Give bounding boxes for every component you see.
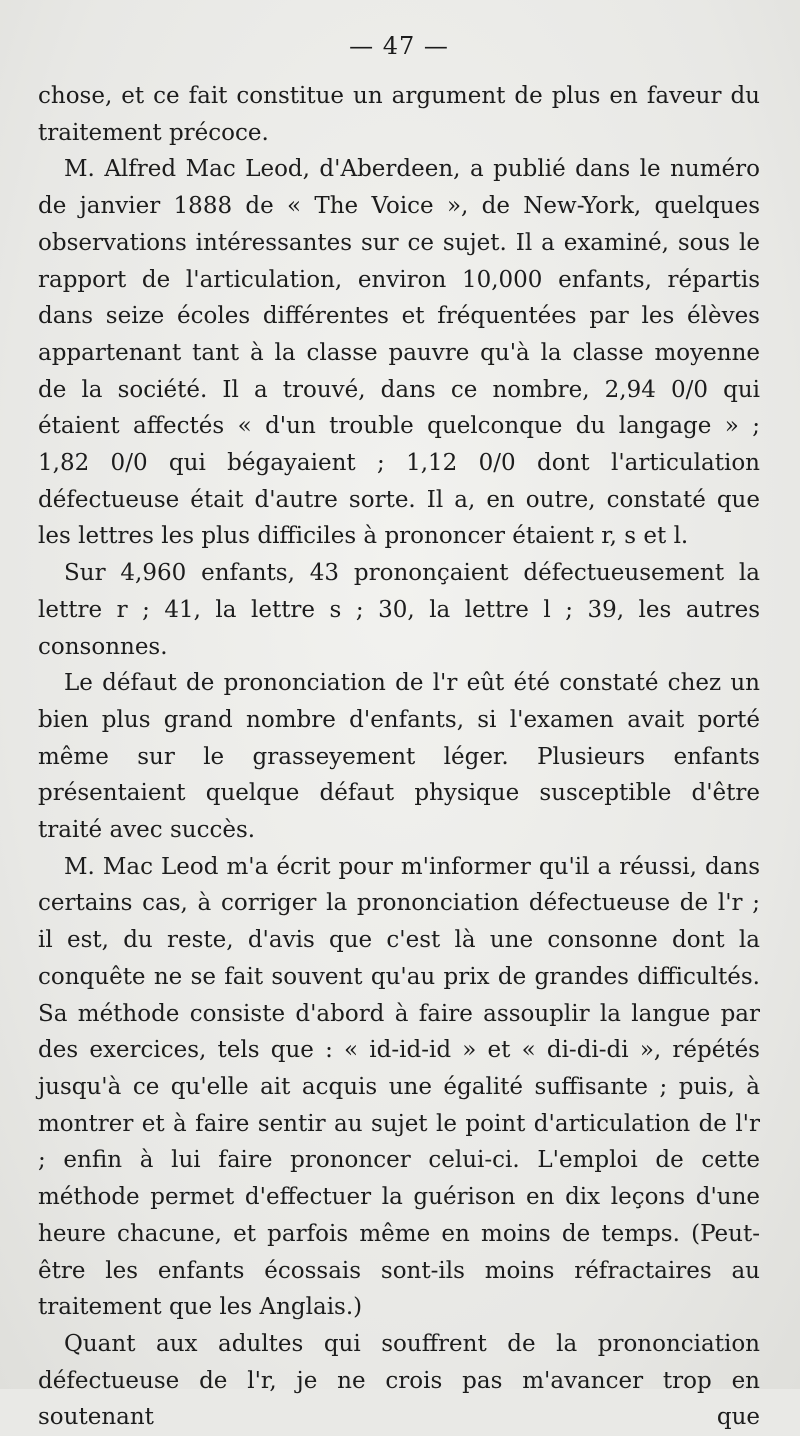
body-text <box>38 78 760 1436</box>
paragraph-continuation: chose, et ce fait constitue un argument de plus en faveur du traitement précoce. <box>38 83 760 146</box>
paragraph-grasseyement: Le défaut de prononciation de l'r eût été constaté chez un bien plus grand nombre d'enfants, si l'examen avait porté même sur le grasseyement léger. Plusieurs enfants présentaient quelque défaut physique susceptible d'être traité avec succès. <box>38 670 760 844</box>
paragraph-adults: Quant aux adultes qui souffrent de la prononciation défectueuse de l'r, je ne crois pas m'avancer trop en soutenant que <box>38 1330 760 1431</box>
paragraph-statistics: Sur 4,960 enfants, 43 prononçaient défectueusement la lettre r ; 41, la lettre s ; 30, la lettre l ; 39, les autres consonnes. <box>38 560 760 660</box>
page-number: — 47 — <box>349 32 449 60</box>
paragraph-method: M. Mac Leod m'a écrit pour m'informer qu'il a réussi, dans certains cas, à corriger la prononciation défectueuse de l'r ; il est, du reste, d'avis que c'est là une consonne dont la conquête ne se fait souvent qu'au prix de grandes difficultés. Sa méthode consiste d'abord à faire assouplir la langue par des exercices, tels que : « id-id-id » et « di-di-di », répétés jusqu'à ce qu'elle ait acquis une égalité suffisante ; puis, à montrer et à faire sentir au sujet le point d'articulation de l'r ; enfin à lui faire prononcer celui-ci. L'emploi de cette méthode permet d'effectuer la guérison en dix leçons d'une heure chacune, et parfois même en moins de temps. (Peut-être les enfants écossais sont-ils moins réfractaires au traitement que les Anglais.) <box>38 853 760 1321</box>
paragraph-mac-leod-study: M. Alfred Mac Leod, d'Aberdeen, a publié dans le numéro de janvier 1888 de « The Voice », de New-York, quelques observations intéressantes sur ce sujet. Il a examiné, sous le rapport de l'articulation, environ 10,000 enfants, répartis dans seize écoles différentes et fréquentées par les élèves appartenant tant à la classe pauvre qu'à la classe moyenne de la société. Il a trouvé, dans ce nombre, 2,94 0/0 qui étaient affectés « d'un trouble quelconque du langage » ; 1,82 0/0 qui bégayaient ; 1,12 0/0 dont l'articulation défectueuse était d'autre sorte. Il a, en outre, constaté que les lettres les plus difficiles à prononcer étaient r, s et l. <box>38 156 760 550</box>
